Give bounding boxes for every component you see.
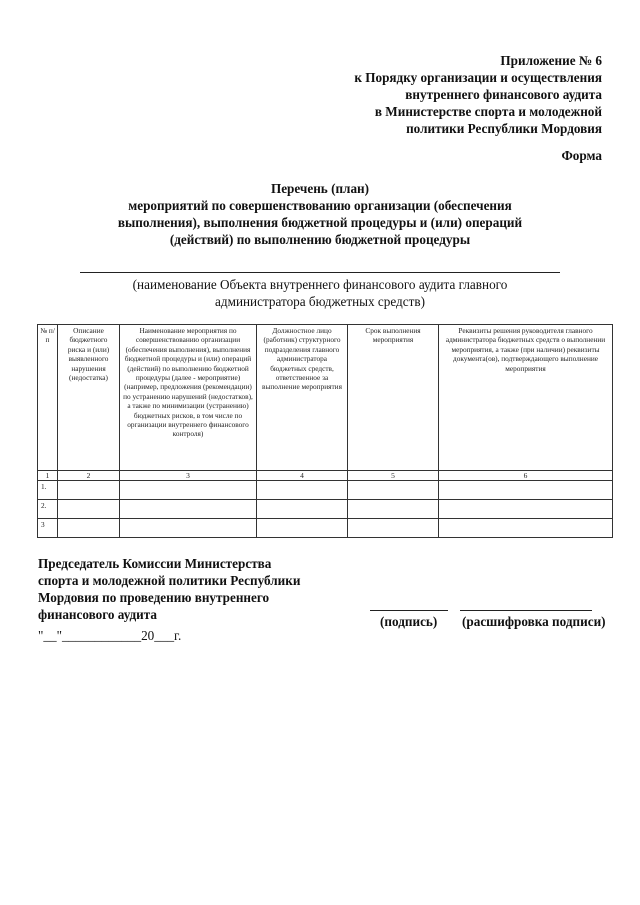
document-title <box>80 180 560 248</box>
title-line: выполнения), выполнения бюджетной процедуры и (или) операций <box>117 215 523 230</box>
plan-table <box>37 324 613 538</box>
appendix-line: в Министерстве спорта и молодежной <box>374 104 602 119</box>
form-label: Форма <box>561 148 602 163</box>
table-cell[interactable] <box>120 481 257 500</box>
column-number: 5 <box>348 471 439 481</box>
appendix-line: внутреннего финансового аудита <box>405 87 602 102</box>
header-cell-risk: Описание бюджетного риска и (или) выявленного нарушения (недостатка) <box>58 325 120 471</box>
object-name-caption <box>80 276 560 310</box>
column-number: 1 <box>38 471 58 481</box>
header-cell-responsible: Должностное лицо (работник) структурного подразделения главного администратора бюджетных средств, ответственное за выполнение мероприятия <box>257 325 348 471</box>
column-number: 3 <box>120 471 257 481</box>
signature-decode-blank-line[interactable] <box>460 610 592 611</box>
signature-decode-caption: (расшифровка подписи) <box>462 614 606 629</box>
header-cell-deadline: Срок выполнения мероприятия <box>348 325 439 471</box>
chair-line: Мордовия по проведению внутреннего <box>38 590 270 605</box>
table-row <box>38 481 613 500</box>
table-cell[interactable] <box>120 500 257 519</box>
chair-line: Председатель Комиссии Министерства <box>38 556 272 571</box>
column-number-row <box>38 471 613 481</box>
table-cell[interactable] <box>439 500 613 519</box>
table-cell[interactable] <box>58 519 120 538</box>
row-number: 3 <box>38 519 58 538</box>
title-line: мероприятий по совершенствованию организации (обеспечения <box>128 198 512 213</box>
appendix-header <box>302 52 602 137</box>
table-row <box>38 500 613 519</box>
table-cell[interactable] <box>348 481 439 500</box>
table-cell[interactable] <box>439 481 613 500</box>
signature-caption: (подпись) <box>380 614 438 629</box>
table-cell[interactable] <box>58 500 120 519</box>
column-number: 6 <box>439 471 613 481</box>
object-name-blank-line[interactable] <box>80 272 560 273</box>
table-cell[interactable] <box>257 481 348 500</box>
column-number: 2 <box>58 471 120 481</box>
appendix-line: политики Республики Мордовия <box>406 121 602 136</box>
caption-line: администратора бюджетных средств) <box>215 294 425 309</box>
table-row <box>38 519 613 538</box>
chair-line: финансового аудита <box>38 607 157 622</box>
table-cell[interactable] <box>120 519 257 538</box>
table-cell[interactable] <box>257 500 348 519</box>
date-field[interactable]: "__"____________20___г. <box>38 628 182 643</box>
chairperson-block <box>38 555 300 623</box>
header-cell-decision: Реквизиты решения руководителя главного администратора бюджетных средств о выполнении мероприятия, а также (при наличии) реквизиты документа(ов), подтверждающего выполнение мероприятия <box>439 325 613 471</box>
table-cell[interactable] <box>348 500 439 519</box>
column-number: 4 <box>257 471 348 481</box>
row-number: 1. <box>38 481 58 500</box>
table-cell[interactable] <box>348 519 439 538</box>
appendix-line: Приложение № 6 <box>500 53 602 68</box>
signature-blank-line[interactable] <box>370 610 448 611</box>
row-number: 2. <box>38 500 58 519</box>
chair-line: спорта и молодежной политики Республики <box>38 573 301 588</box>
title-line: Перечень (план) <box>270 181 370 196</box>
table-cell[interactable] <box>439 519 613 538</box>
table-cell[interactable] <box>58 481 120 500</box>
title-line: (действий) по выполнению бюджетной процедуры <box>169 232 471 247</box>
caption-line: (наименование Объекта внутреннего финансового аудита главного <box>132 277 508 292</box>
header-cell-measure: Наименование мероприятия по совершенствованию организации (обеспечения выполнения), выполнения бюджетной процедуры и (или) операций (действий) по выполнению бюджетной процедуры (далее - мероприятие) (например, предложения (рекомендации) по устранению нарушений (недостатков), а также по минимизации (устранению) бюджетных рисков, в том числе по организации внутреннего финансового контроля) <box>120 325 257 471</box>
table-header-row <box>38 325 613 471</box>
appendix-line: к Порядку организации и осуществления <box>354 70 602 85</box>
header-cell-number: № п/п <box>38 325 58 471</box>
table-cell[interactable] <box>257 519 348 538</box>
